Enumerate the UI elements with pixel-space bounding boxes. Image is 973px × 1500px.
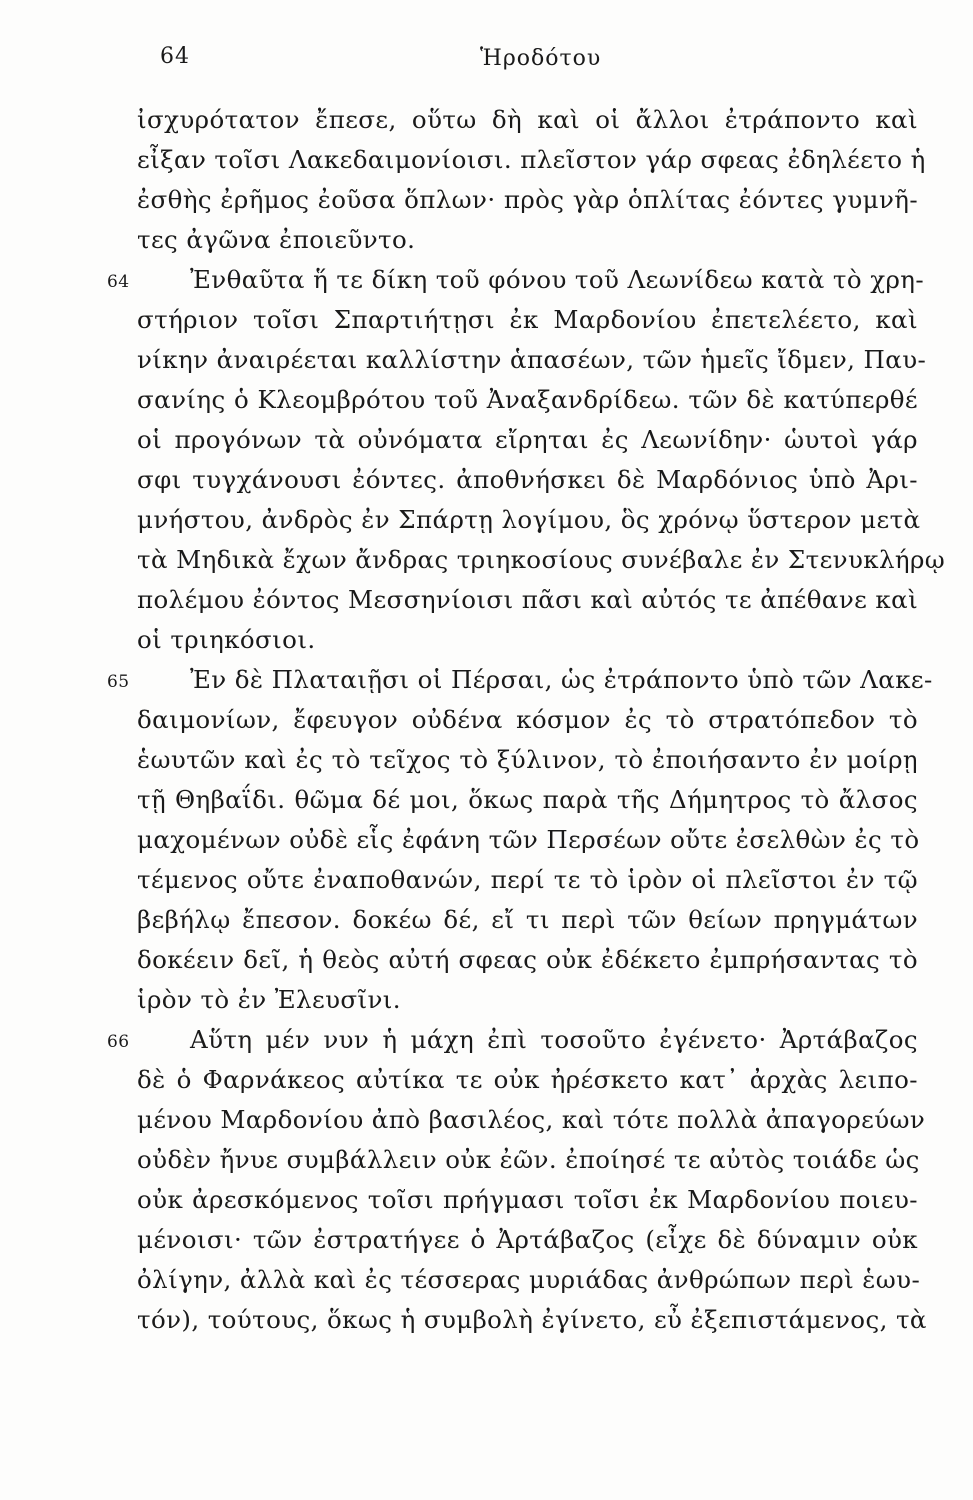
line-text: μένοισι· τῶν ἐστρατήγεε ὁ Ἀρτάβαζος (εἶχε δὲ δύναμιν οὐκ	[137, 1225, 918, 1254]
line-text: Ἐν δὲ Πλαταιῇσι οἱ Πέρσαι, ὡς ἐτράποντο ὑπὸ τῶν Λακε-	[190, 665, 933, 694]
line-text: μαχομένων οὐδὲ εἷς ἐφάνη τῶν Περσέων οὔτε ἐσελθὼν ἐς τὸ	[137, 825, 920, 854]
text-line	[0, 580, 973, 620]
line-text: πολέμου ἐόντος Μεσσηνίοισι πᾶσι καὶ αὐτός τε ἀπέθανε καὶ	[137, 585, 919, 614]
line-text: μνήστου, ἀνδρὸς ἐν Σπάρτῃ λογίμου, ὃς χρόνῳ ὕστερον μετὰ	[137, 505, 921, 534]
text-line	[0, 1060, 973, 1100]
text-line	[0, 340, 973, 380]
text-line	[0, 900, 973, 940]
line-text: ἱρὸν τὸ ἐν Ἐλευσῖνι.	[137, 985, 401, 1014]
paragraph	[0, 100, 973, 260]
text-line	[0, 860, 973, 900]
text-line	[0, 660, 973, 700]
section-number: 64	[107, 272, 130, 292]
line-text: ὀλίγην, ἀλλὰ καὶ ἐς τέσσερας μυριάδας ἀνθρώπων περὶ ἑωυ-	[137, 1265, 921, 1294]
text-line	[0, 940, 973, 980]
text-line	[0, 100, 973, 140]
line-text: οὐκ ἀρεσκόμενος τοῖσι πρήγμασι τοῖσι ἐκ Μαρδονίου ποιευ-	[137, 1185, 918, 1214]
text-line	[0, 1300, 973, 1340]
text-line	[0, 700, 973, 740]
running-title: Ἡροδότου	[480, 46, 602, 71]
text-line	[0, 460, 973, 500]
text-line	[0, 740, 973, 780]
text-line	[0, 300, 973, 340]
text-line	[0, 820, 973, 860]
line-text: στήριον τοῖσι Σπαρτιήτῃσι ἐκ Μαρδονίου ἐπετελέετο, καὶ	[137, 305, 918, 334]
line-text: οἱ προγόνων τὰ οὐνόματα εἴρηται ἐς Λεωνίδην· ὡυτοὶ γάρ	[137, 425, 918, 454]
line-text: δὲ ὁ Φαρνάκεος αὐτίκα τε οὐκ ἠρέσκετο κατ᾽ ἀρχὰς λειπο-	[137, 1065, 918, 1094]
line-text: Ἐνθαῦτα ἥ τε δίκη τοῦ φόνου τοῦ Λεωνίδεω κατὰ τὸ χρη-	[190, 265, 925, 294]
text-line	[0, 1220, 973, 1260]
page-number: 64	[160, 44, 190, 69]
line-text: σανίης ὁ Κλεομβρότου τοῦ Ἀναξανδρίδεω. τῶν δὲ κατύπερθέ	[137, 385, 918, 414]
text-line	[0, 1260, 973, 1300]
text-line	[0, 620, 973, 660]
line-text: βεβήλῳ ἔπεσον. δοκέω δέ, εἴ τι περὶ τῶν θείων πρηγμάτων	[137, 905, 918, 934]
body-text	[0, 100, 973, 1340]
text-line	[0, 220, 973, 260]
line-text: τες ἀγῶνα ἐποιεῦντο.	[137, 225, 416, 254]
text-line	[0, 420, 973, 460]
line-text: τῇ Θηβαΐδι. θῶμα δέ μοι, ὅκως παρὰ τῆς Δήμητρος τὸ ἄλσος	[137, 785, 918, 814]
line-text: οἱ τριηκόσιοι.	[137, 625, 316, 654]
running-head	[160, 44, 920, 84]
line-text: εἶξαν τοῖσι Λακεδαιμονίοισι. πλεῖστον γάρ σφεας ἐδηλέετο ἡ	[137, 145, 926, 174]
line-text: μένου Μαρδονίου ἀπὸ βασιλέος, καὶ τότε πολλὰ ἀπαγορεύων	[137, 1105, 926, 1134]
paragraph	[0, 1020, 973, 1340]
text-line	[0, 1140, 973, 1180]
line-text: δοκέειν δεῖ, ἡ θεὸς αὐτή σφεας οὐκ ἐδέκετο ἐμπρήσαντας τὸ	[137, 945, 918, 974]
line-text: Αὕτη μέν νυν ἡ μάχη ἐπὶ τοσοῦτο ἐγένετο· Ἀρτάβαζος	[190, 1025, 918, 1054]
line-text: τόν), τούτους, ὅκως ἡ συμβολὴ ἐγίνετο, εὖ ἐξεπιστάμενος, τὰ	[137, 1305, 927, 1334]
text-line	[0, 260, 973, 300]
text-line	[0, 540, 973, 580]
section-number: 66	[107, 1032, 130, 1052]
text-line	[0, 180, 973, 220]
paragraph	[0, 260, 973, 660]
text-line	[0, 1100, 973, 1140]
text-line	[0, 500, 973, 540]
text-line	[0, 1180, 973, 1220]
line-text: ἰσχυρότατον ἔπεσε, οὕτω δὴ καὶ οἱ ἄλλοι ἐτράποντο καὶ	[137, 105, 918, 134]
text-line	[0, 980, 973, 1020]
text-line	[0, 1020, 973, 1060]
line-text: σφι τυγχάνουσι ἐόντες. ἀποθνήσκει δὲ Μαρδόνιος ὑπὸ Ἀρι-	[137, 465, 918, 494]
line-text: ἐσθὴς ἐρῆμος ἐοῦσα ὅπλων· πρὸς γὰρ ὁπλίτας ἐόντες γυμνῆ-	[137, 185, 918, 214]
text-line	[0, 140, 973, 180]
line-text: τέμενος οὔτε ἐναποθανών, περί τε τὸ ἱρὸν οἱ πλεῖστοι ἐν τῷ	[137, 865, 918, 894]
line-text: τὰ Μηδικὰ ἔχων ἄνδρας τριηκοσίους συνέβαλε ἐν Στενυκλήρῳ	[137, 545, 946, 574]
line-text: οὐδὲν ἤνυε συμβάλλειν οὐκ ἐῶν. ἐποίησέ τε αὐτὸς τοιάδε ὡς	[137, 1145, 920, 1174]
section-number: 65	[107, 672, 130, 692]
text-line	[0, 780, 973, 820]
line-text: νίκην ἀναιρέεται καλλίστην ἁπασέων, τῶν ἡμεῖς ἴδμεν, Παυ-	[137, 345, 927, 374]
text-line	[0, 380, 973, 420]
paragraph	[0, 660, 973, 1020]
line-text: δαιμονίων, ἔφευγον οὐδένα κόσμον ἐς τὸ στρατόπεδον τὸ	[137, 705, 918, 734]
line-text: ἑωυτῶν καὶ ἐς τὸ τεῖχος τὸ ξύλινον, τὸ ἐποιήσαντο ἐν μοίρῃ	[137, 745, 918, 774]
